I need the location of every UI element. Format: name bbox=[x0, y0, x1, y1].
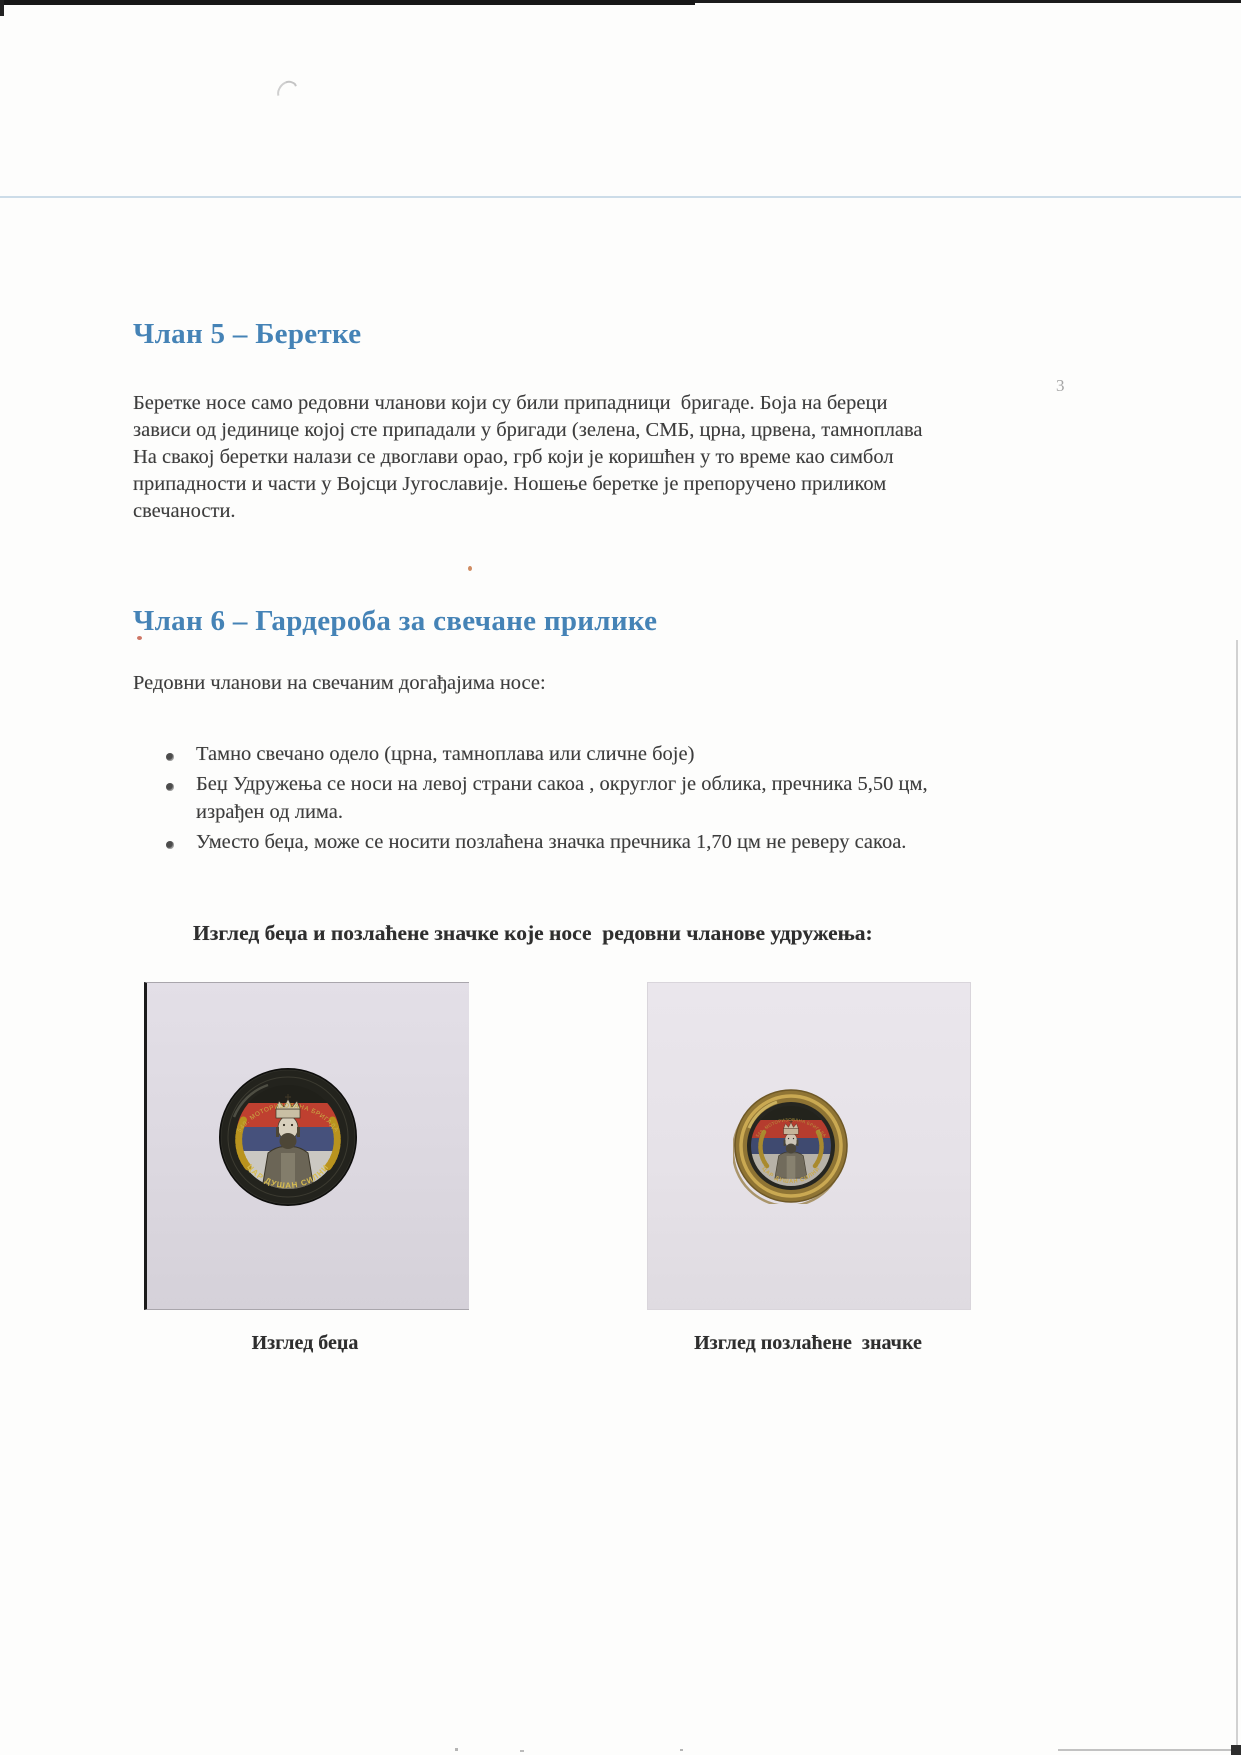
badges-section-caption: Изглед беџа и позлаћене значке које носе редовни чланове удружења: bbox=[193, 921, 873, 945]
bullet-item-line: Уместо беџа, може се носити позлаћена значка пречника 1,70 цм не реверу сакоа. bbox=[196, 831, 907, 853]
bullet-item-line: Беџ Удружења се носи на левој страни сакоа , округлог је облика, пречника 5,50 цм, bbox=[196, 773, 928, 795]
bullet-item-line: израђен од лима. bbox=[196, 801, 343, 823]
article5-line: припадности и части у Војсци Југославије. Ношење беретке је препоручено приликом bbox=[133, 473, 887, 495]
badge-photo-right bbox=[647, 982, 971, 1310]
scan-bottom-corner bbox=[1231, 1745, 1241, 1755]
scan-horizontal-line bbox=[0, 196, 1241, 198]
scan-speck bbox=[468, 566, 472, 571]
scan-speck bbox=[455, 1748, 458, 1751]
bullet-icon bbox=[166, 783, 174, 791]
pin-top-arc-text: 549. МОТОРИЗОВАНА БРИГАДА bbox=[754, 1117, 828, 1139]
right-photo-caption: Изглед позлаћене значке bbox=[694, 1332, 922, 1354]
bullet-icon bbox=[166, 841, 174, 849]
bullet-icon bbox=[166, 753, 174, 761]
scan-speck bbox=[680, 1749, 683, 1751]
pin-bottom-arc-text: ЦАР ДУШАН СИЛНИ bbox=[760, 1165, 822, 1186]
article6-intro: Редовни чланови на свечаним догађајима носе: bbox=[133, 672, 546, 694]
scan-bottom-line bbox=[1058, 1749, 1241, 1751]
scan-corner-tick bbox=[0, 0, 4, 16]
scan-smudge bbox=[274, 77, 300, 105]
scan-speck bbox=[520, 1750, 524, 1752]
badge-bottom-arc-text: ЦАР ДУШАН СИЛНИ bbox=[245, 1162, 331, 1191]
badge-top-arc-text: 549. МОТОРИЗОВАНА БРИГАДА bbox=[236, 1102, 340, 1134]
article5-line: зависи од јединице којој сте припадали у бригади (зелена, СМБ, црна, црвена, тамноплава bbox=[133, 419, 923, 441]
article5-heading: Члан 5 – Беретке bbox=[133, 318, 362, 350]
article5-line: На свакој беретки налази се двоглави орао, грб који је коришћен у то време као симбол bbox=[133, 446, 894, 468]
article5-line: Беретке носе само редовни чланови који су били припадници бригаде. Боја на береци bbox=[133, 392, 888, 414]
beret-badge-svg bbox=[218, 1067, 358, 1207]
article6-heading: Члан 6 – Гардероба за свечане прилике bbox=[133, 605, 658, 637]
scan-top-edge-thick bbox=[0, 0, 695, 5]
badge-photo-left bbox=[144, 982, 469, 1310]
gold-pin-image bbox=[733, 1088, 849, 1209]
gold-pin-svg bbox=[733, 1088, 849, 1204]
bullet-item-line: Тамно свечано одело (црна, тамноплава или сличне боје) bbox=[196, 743, 695, 765]
page-number: 3 bbox=[1056, 376, 1065, 395]
article5-line: свечаности. bbox=[133, 500, 236, 522]
beret-badge-image bbox=[218, 1067, 358, 1212]
scan-right-edge-line bbox=[1236, 640, 1238, 1750]
left-photo-caption: Изглед беџа bbox=[251, 1332, 359, 1354]
